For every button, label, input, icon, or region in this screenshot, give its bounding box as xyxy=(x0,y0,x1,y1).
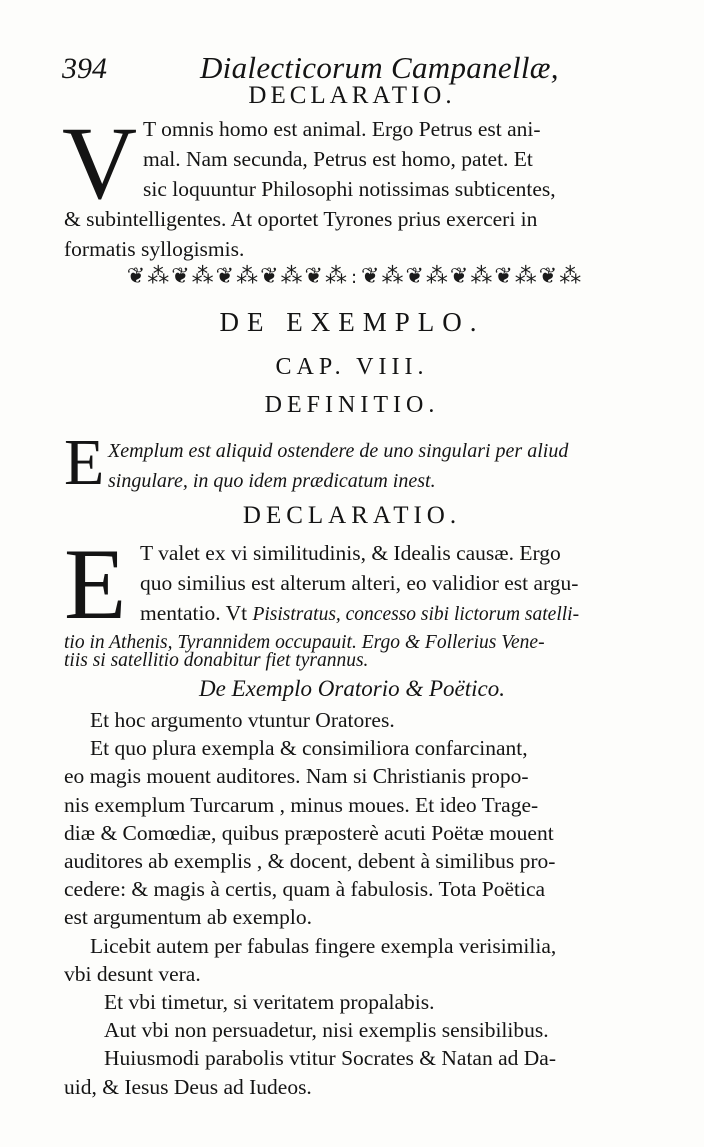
text-line: nis exemplum Turcarum , minus moues. Et ideo Trage- xyxy=(64,792,539,817)
de-exemplo-heading: DE EXEMPLO. xyxy=(219,307,485,337)
text-line: Huiusmodi parabolis vtitur Socrates & Natan ad Da- xyxy=(104,1046,556,1071)
drop-cap-e-declaratio: E xyxy=(64,528,127,641)
drop-cap-e-definitio: E xyxy=(64,426,105,499)
running-title: Dialecticorum Campanellæ, xyxy=(200,50,559,85)
declaratio-2-line-last xyxy=(64,646,368,676)
page-number: 394 xyxy=(62,52,107,85)
text-line: tiis si satellitio donabitur fiet tyrannus. xyxy=(64,650,369,671)
text-line: T omnis homo est animal. Ergo Petrus est ani- xyxy=(143,117,541,141)
text-line: cedere: & magis à certis, quam à fabulosis. Tota Poëtica xyxy=(64,877,546,902)
text-line: Xemplum est aliquid ostendere de uno singulari per aliud xyxy=(108,440,569,462)
text-line: Aut vbi non persuadetur, nisi exemplis sensibilibus. xyxy=(104,1018,549,1043)
ornamental-divider xyxy=(60,264,650,294)
text-line: Licebit autem per fabulas fingere exempla verisimilia, xyxy=(90,933,557,958)
text-line: & subintelligentes. At oportet Tyrones prius exerceri in xyxy=(64,207,538,231)
text-roman: mentatio. Vt xyxy=(140,601,253,625)
text-italic: Pisistratus, concesso sibi lictorum satelli- xyxy=(252,604,580,625)
ornament-left: ❦⁂❦⁂❦⁂❦⁂❦⁂ xyxy=(126,264,349,289)
text-line: est argumentum ab exemplo. xyxy=(64,905,312,930)
text-line: Et hoc argumento vtuntur Oratores. xyxy=(90,708,395,732)
text-line xyxy=(140,598,579,630)
ornament-right: ❦⁂❦⁂❦⁂❦⁂❦⁂ xyxy=(361,264,584,289)
text-line: diæ & Comœdiæ, quibus præposterè acuti Poëtæ mouent xyxy=(64,820,554,845)
oratorio-text xyxy=(64,706,556,1101)
declaratio-2-lines-indented xyxy=(140,538,579,630)
definitio-text xyxy=(108,436,568,496)
drop-cap-v: V xyxy=(62,106,138,221)
text-line: auditores ab exemplis , & docent, debent à similibus pro- xyxy=(64,849,556,874)
text-line: formatis syllogismis. xyxy=(64,237,245,261)
text-line: Et vbi timetur, si veritatem propalabis. xyxy=(104,990,435,1015)
text-line: eo magis mouent auditores. Nam si Christianis propo- xyxy=(64,764,529,789)
text-line: singulare, in quo idem prædicatum inest. xyxy=(108,470,436,492)
declaratio-heading-2: DECLARATIO. xyxy=(242,502,462,529)
ornament-separator: : xyxy=(350,267,360,288)
definitio-heading: DEFINITIO. xyxy=(264,392,440,418)
text-line: uid, & Iesus Deus ad Iudeos. xyxy=(64,1074,312,1099)
oratorio-heading: De Exemplo Oratorio & Poëtico. xyxy=(199,676,505,701)
text-line: sic loquuntur Philosophi notissimas subticentes, xyxy=(143,177,556,201)
text-line: vbi desunt vera. xyxy=(64,961,201,986)
declaratio-1-lines-full xyxy=(64,204,537,264)
declaratio-heading-1: DECLARATIO. xyxy=(248,82,456,109)
declaratio-1-lines-indented xyxy=(143,114,556,204)
text-line: T valet ex vi similitudinis, & Idealis causæ. Ergo xyxy=(140,541,561,565)
text-line: mal. Nam secunda, Petrus est homo, patet. Et xyxy=(143,147,533,171)
text-line: Et quo plura exempla & consimiliora confarcinant, xyxy=(90,736,528,761)
text-line: quo similius est alterum alteri, eo validior est argu- xyxy=(140,571,579,595)
chapter-heading: CAP. VIII. xyxy=(275,354,429,380)
text-line: tio in Athenis, Tyrannidem occupauit. Ergo & Follerius Vene- xyxy=(64,632,545,653)
